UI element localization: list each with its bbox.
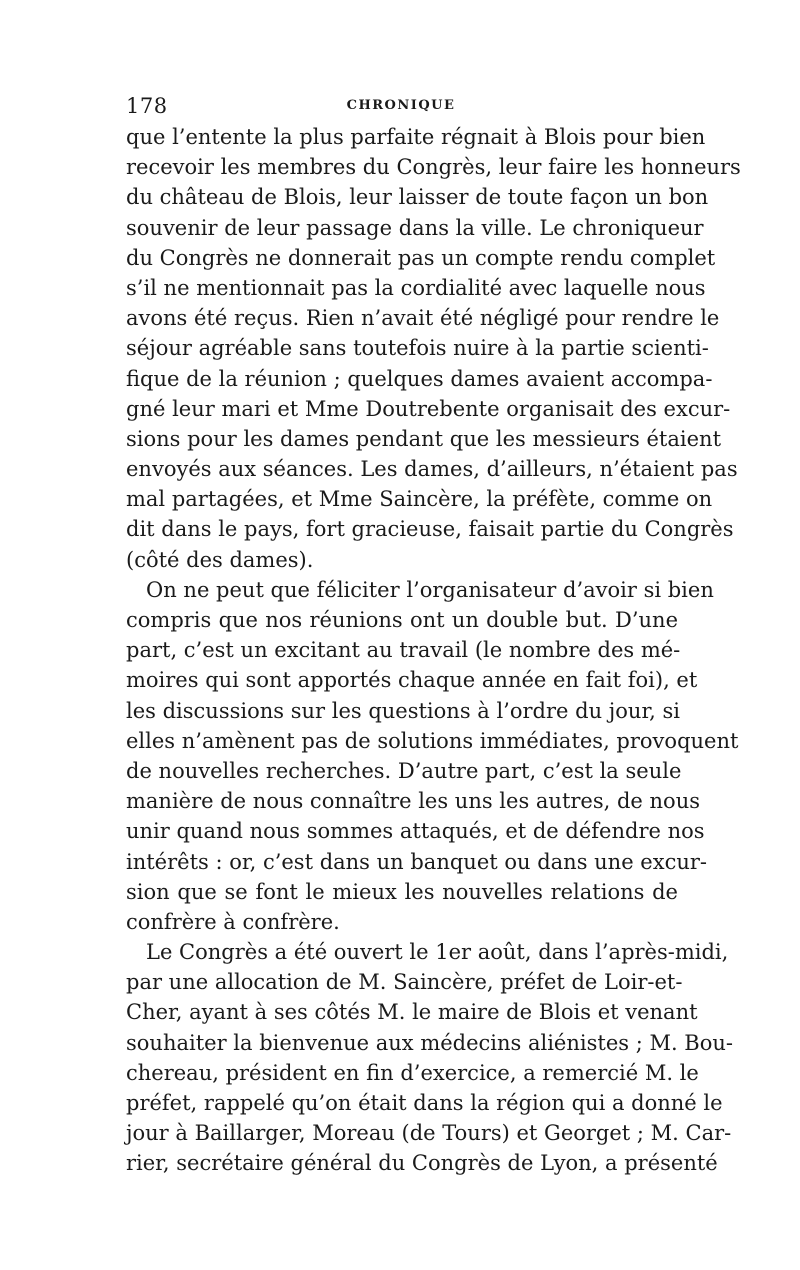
text-line: du château de Blois, leur laisser de toute façon un bon <box>126 185 709 210</box>
text-line: mal partagées, et Mme Saincère, la préfète, comme on <box>126 487 713 512</box>
paragraph-first-line: On ne peut que féliciter l’organisateur d’avoir si bien <box>146 577 714 602</box>
text-line: par une allocation de M. Saincère, préfet de Loir-et- <box>126 970 683 995</box>
text-line: préfet, rappelé qu’on était dans la région qui a donné le <box>126 1091 723 1115</box>
text-line: Cher, ayant à ses côtés M. le maire de Blois et venant <box>126 1000 698 1025</box>
text-line: s’il ne mentionnait pas la cordialité avec laquelle nous <box>126 275 706 300</box>
text-line: sion que se font le mieux les nouvelles relations de <box>126 879 678 904</box>
text-line: fique de la réunion ; quelques dames avaient accompa- <box>126 366 713 391</box>
page-header <box>126 94 676 124</box>
text-line: du Congrès ne donnerait pas un compte rendu complet <box>126 245 716 270</box>
text-line: unir quand nous sommes attaqués, et de défendre nos <box>126 819 705 844</box>
text-line: moires qui sont apportés chaque année en fait foi), et <box>126 668 698 693</box>
page-number: 178 <box>126 94 168 118</box>
running-head: CHRONIQUE <box>346 98 456 113</box>
text-line: recevoir les membres du Congrès, leur faire les honneurs <box>126 155 741 180</box>
text-line: sions pour les dames pendant que les messieurs étaient <box>126 426 722 451</box>
text-line: elles n’amènent pas de solutions immédiates, provoquent <box>126 728 739 753</box>
text-line: intérêts : or, c’est dans un banquet ou dans une excur- <box>126 849 707 874</box>
paragraph-end-line: (côté des dames). <box>126 547 314 572</box>
body-text <box>126 122 741 1179</box>
text-line: envoyés aux séances. Les dames, d’ailleurs, n’étaient pas <box>126 457 738 482</box>
text-line: séjour agréable sans toutefois nuire à la partie scienti- <box>126 336 709 361</box>
text-line: part, c’est un excitant au travail (le nombre des mé- <box>126 638 681 663</box>
text-line: gné leur mari et Mme Doutrebente organisait des excur- <box>126 396 731 421</box>
text-line: compris que nos réunions ont un double but. D’une <box>126 608 678 632</box>
text-line: chereau, président en fin d’exercice, a remercié M. le <box>126 1060 699 1085</box>
paragraph-end-line: confrère à confrère. <box>126 909 340 934</box>
text-line: de nouvelles recherches. D’autre part, c’est la seule <box>126 758 682 783</box>
text-line: jour à Baillarger, Moreau (de Tours) et Georget ; M. Car- <box>126 1121 732 1146</box>
text-line: manière de nous connaître les uns les autres, de nous <box>126 789 700 814</box>
text-line: rier, secrétaire général du Congrès de Lyon, a présenté <box>126 1151 718 1176</box>
text-line: que l’entente la plus parfaite régnait à Blois pour bien <box>126 125 706 149</box>
text-line: dit dans le pays, fort gracieuse, faisait partie du Congrès <box>126 517 734 542</box>
text-line: souhaiter la bienvenue aux médecins aliénistes ; M. Bou- <box>126 1030 734 1055</box>
paragraph-first-line: Le Congrès a été ouvert le 1er août, dans l’après-midi, <box>146 940 729 965</box>
text-line: souvenir de leur passage dans la ville. Le chroniqueur <box>126 215 704 240</box>
text-line: les discussions sur les questions à l’ordre du jour, si <box>126 698 681 723</box>
text-line: avons été reçus. Rien n’avait été négligé pour rendre le <box>126 306 720 331</box>
